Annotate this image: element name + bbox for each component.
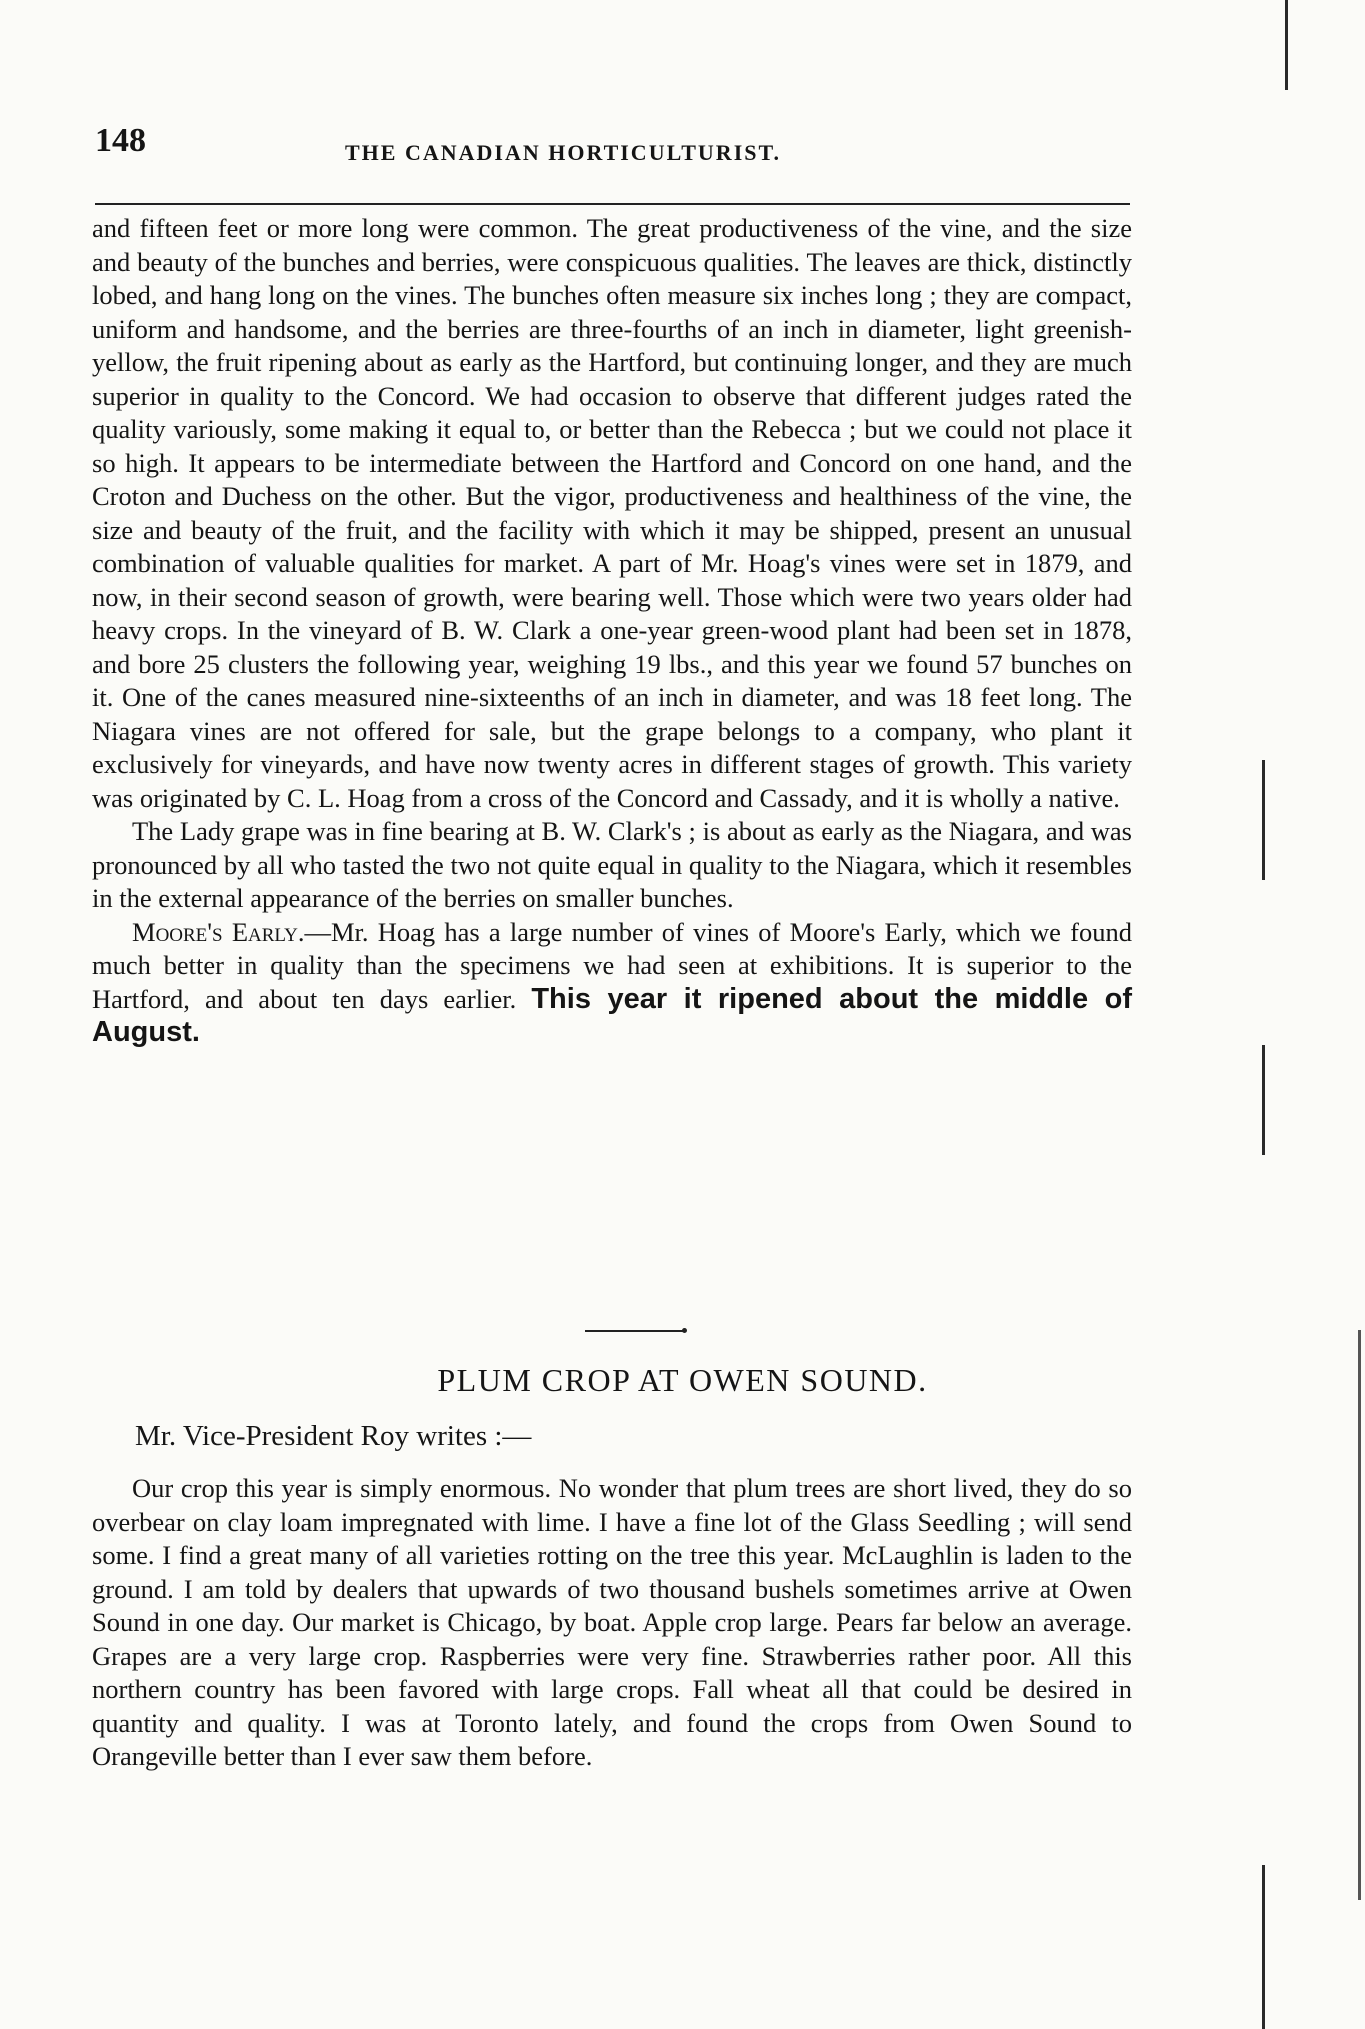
article-niagara-grape	[92, 212, 1132, 1050]
paragraph-lead-in: Moore's Early.	[132, 916, 305, 947]
binding-mark	[1285, 0, 1288, 90]
binding-mark	[1358, 1330, 1361, 1900]
page-header	[95, 122, 1125, 166]
page-number: 148	[95, 122, 146, 159]
paragraph: and fifteen feet or more long were common. The great productiveness of the vine, and the size and beauty of the bunches and berries, were conspicuous qualities. The leaves are thick, distinctly lobed, and hang long on the vines. The bunches often measure six inches long ; they are compact, uniform and handsome, and the berries are three-fourths of an inch in diameter, light greenish-yellow, the fruit ripening about as early as the Hartford, but continuing longer, and they are much superior in quality to the Concord. We had occasion to observe that different judges rated the quality variously, some making it equal to, or better than the Rebecca ; but we could not place it so high. It appears to be intermediate between the Hartford and Concord on one hand, and the Croton and Duchess on the other. But the vigor, productiveness and healthiness of the vine, the size and beauty of the fruit, and the facility with which it may be shipped, present an unusual combination of valuable qualities for market. A part of Mr. Hoag's vines were set in 1879, and now, in their second season of growth, were bearing well. Those which were two years older had heavy crops. In the vineyard of B. W. Clark a one-year green-wood plant had been set in 1878, and bore 25 clusters the following year, weighing 19 lbs., and this year we found 57 bunches on it. One of the canes measured nine-sixteenths of an inch in diameter, and was 18 feet long. The Niagara vines are not offered for sale, but the grape belongs to a company, who plant it exclusively for vineyards, and have now twenty acres in different stages of growth. This variety was originated by C. L. Hoag from a cross of the Concord and Cassady, and it is wholly a native.	[92, 213, 1132, 813]
binding-mark	[1262, 1865, 1265, 2029]
section-title: PLUM CROP AT OWEN SOUND.	[437, 1362, 928, 1398]
byline: Mr. Vice-President Roy writes :—	[135, 1420, 532, 1452]
paragraph-tail: This year it ripened about the middle of August.	[92, 982, 1132, 1048]
paragraph-text: —Mr. Hoag has a large number of vines of Moore's Early, which we found much better in quality than the specimens we had seen at exhibitions. It is superior to the Hartford, and about ten days earlier.	[92, 916, 1132, 1014]
paragraph: The Lady grape was in fine bearing at B. W. Clark's ; is about as early as the Niagara, and was pronounced by all who tasted the two not quite equal in quality to the Niagara, which it resembles in the external appearance of the berries on smaller bunches.	[92, 816, 1132, 913]
article-plum-crop	[92, 1472, 1132, 1774]
paragraph: Our crop this year is simply enormous. No wonder that plum trees are short lived, they do so overbear on clay loam impregnated with lime. I have a fine lot of the Glass Seedling ; will send some. I find a great many of all varieties rotting on the tree this year. McLaughlin is laden to the ground. I am told by dealers that upwards of two thousand bushels sometimes arrive at Owen Sound in one day. Our market is Chicago, by boat. Apple crop large. Pears far below an average. Grapes are a very large crop. Raspberries were very fine. Strawberries rather poor. All this northern country has been favored with large crops. Fall wheat all that could be desired in quantity and quality. I was at Toronto lately, and found the crops from Owen Sound to Orangeville better than I ever saw them before.	[92, 1473, 1132, 1771]
header-rule	[95, 203, 1130, 205]
section-divider	[585, 1330, 683, 1332]
binding-mark	[1262, 760, 1265, 880]
paragraph-moores-early	[92, 916, 1132, 1050]
running-head: THE CANADIAN HORTICULTURIST.	[345, 140, 782, 165]
binding-mark	[1262, 1045, 1265, 1155]
